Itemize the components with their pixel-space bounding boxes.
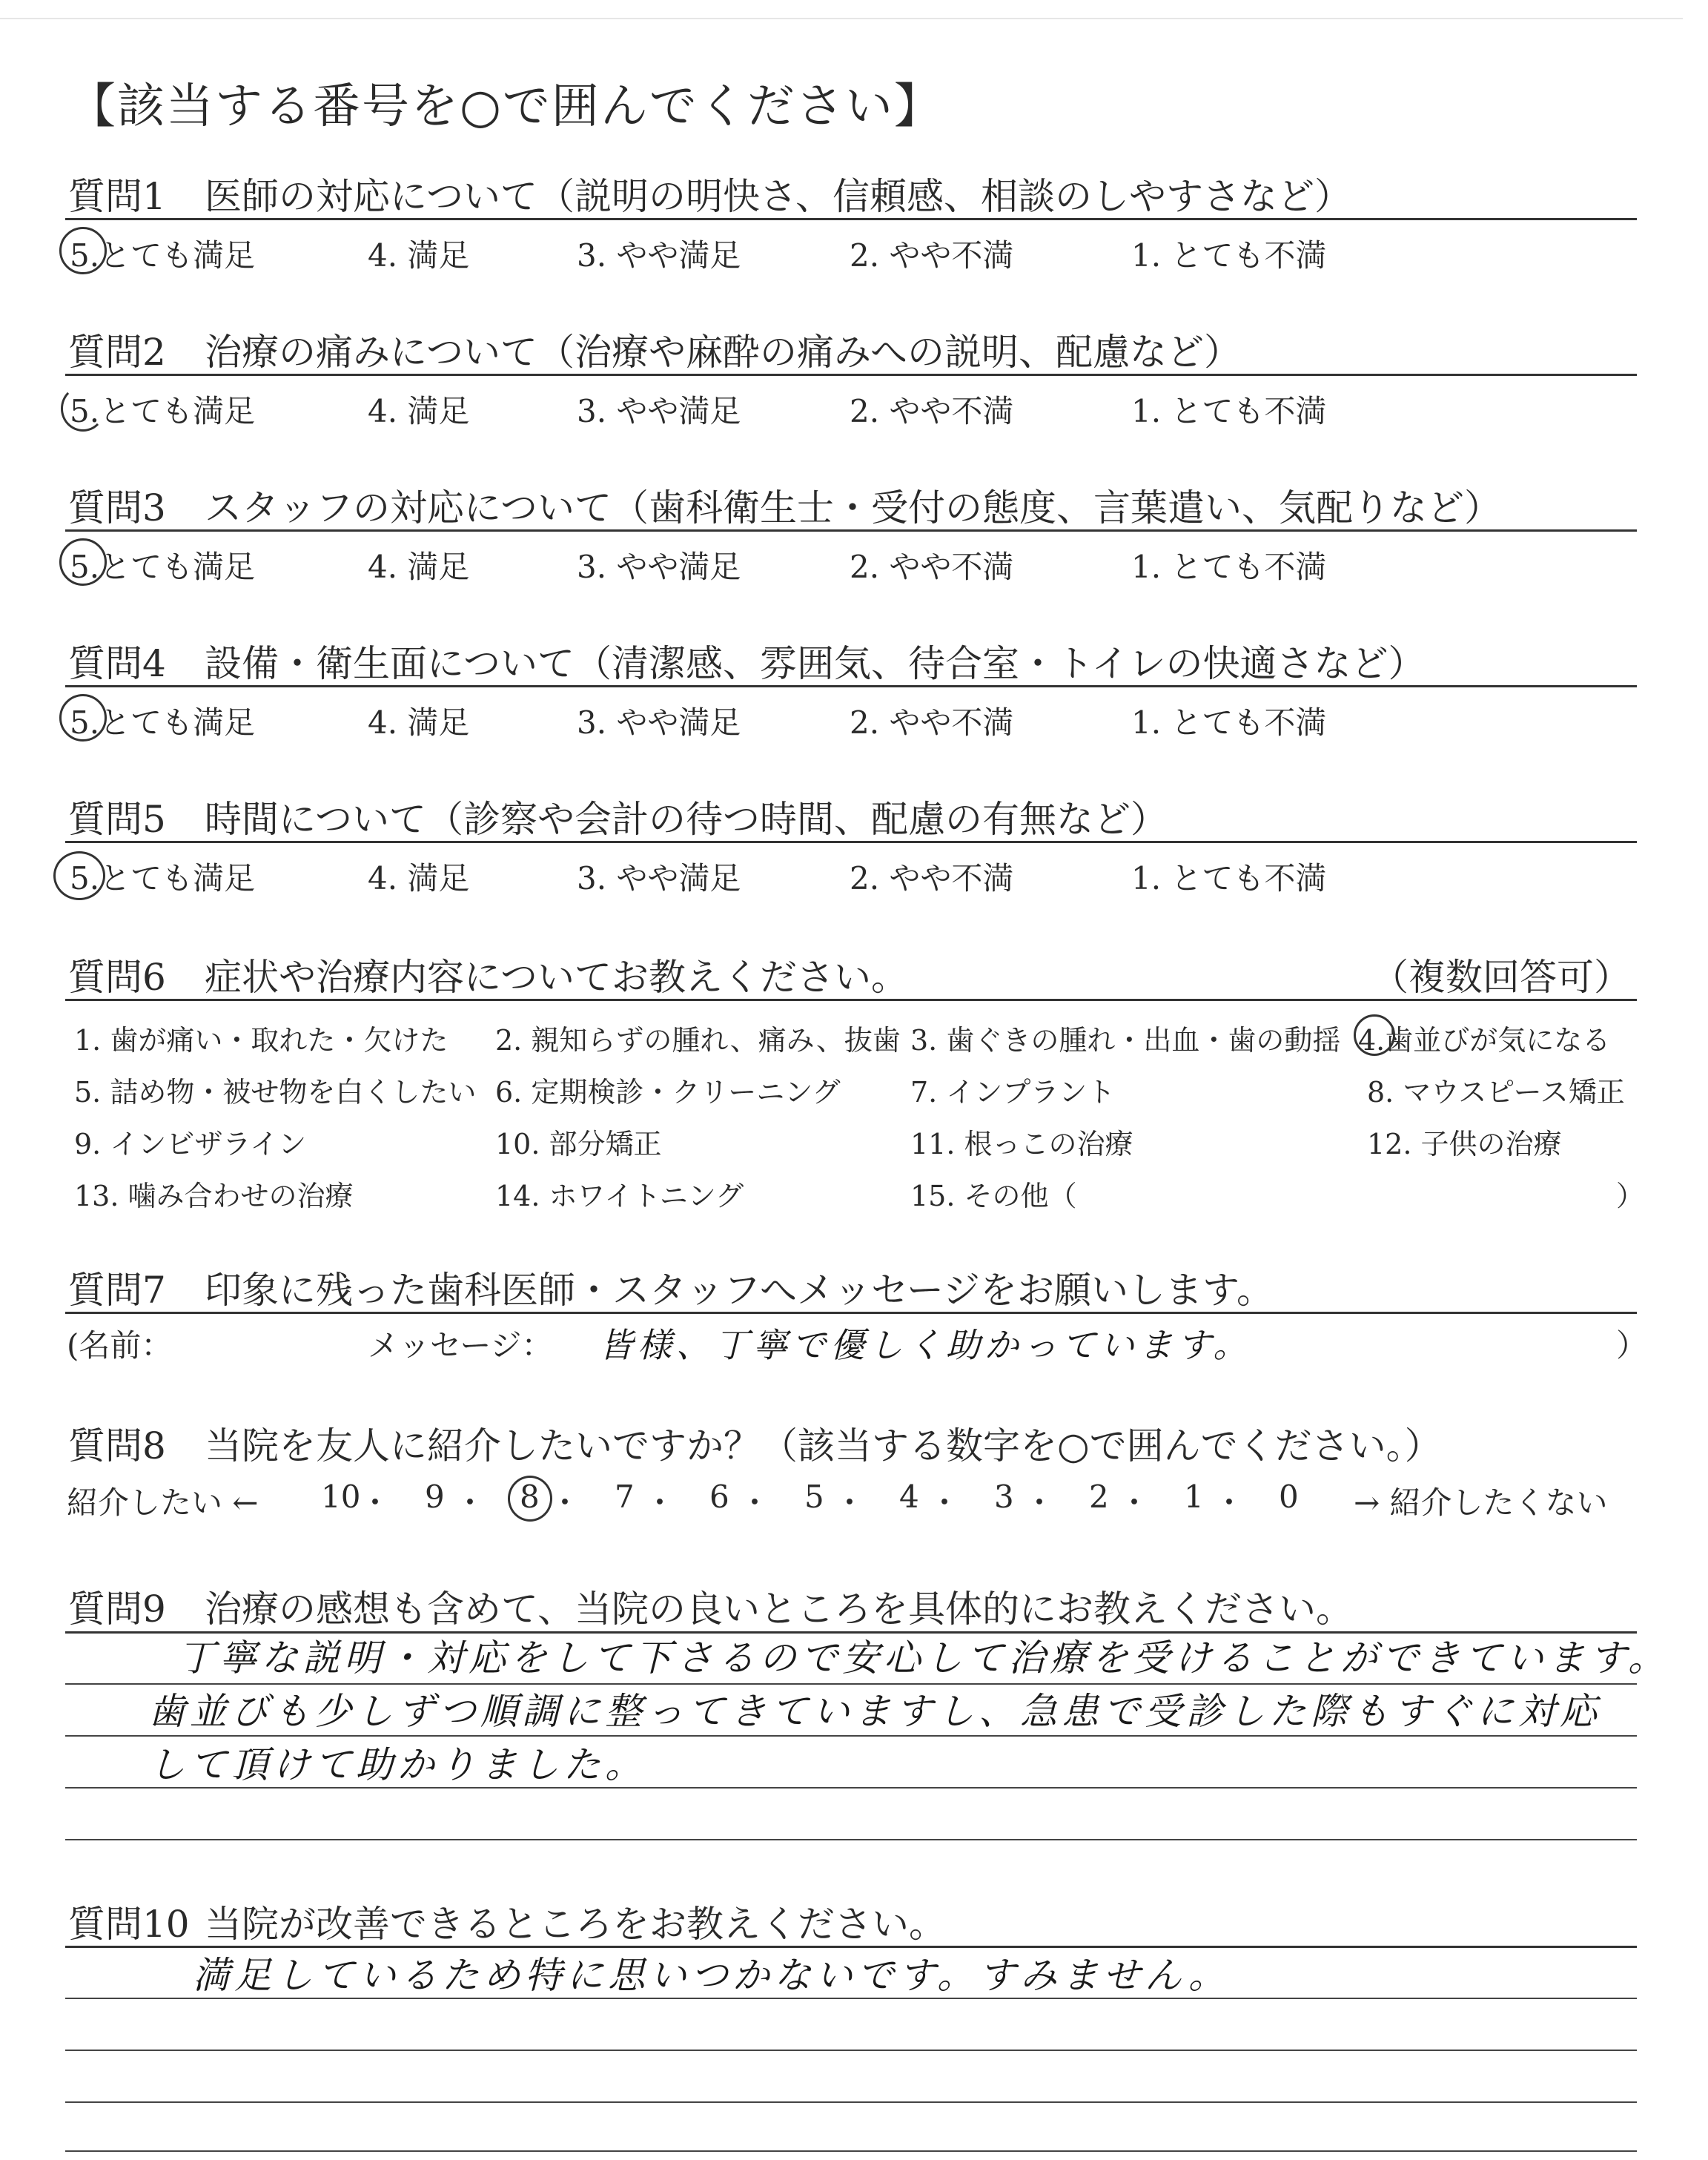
scale-separator: ・: [360, 1484, 391, 1521]
rating-option-3[interactable]: 3. やや満足: [577, 549, 741, 585]
question-9: [68, 1579, 1353, 1633]
scale-separator: ・: [1024, 1484, 1056, 1521]
question-number: 質問9: [68, 1588, 166, 1631]
question-text: 症状や治療内容についてお教えください。: [205, 956, 908, 999]
rating-option-4[interactable]: 4. 満足: [368, 549, 470, 585]
divider: [65, 218, 1637, 220]
symptom-option-4[interactable]: 4.歯並びが気になる: [1358, 1024, 1611, 1057]
symptom-option-5[interactable]: 5. 詰め物・被せ物を白くしたい: [74, 1076, 477, 1109]
divider: [65, 841, 1637, 843]
scale-number-4[interactable]: 4: [899, 1479, 919, 1515]
answer-line: [65, 1839, 1637, 1840]
question-7: [68, 1261, 1274, 1314]
message-close-paren: ）: [1616, 1327, 1648, 1364]
improvement-answer[interactable]: 満足しているため特に思いつかないです。すみません。: [193, 1954, 1230, 1997]
symptom-option-6[interactable]: 6. 定期検診・クリーニング: [495, 1076, 841, 1109]
rating-option-4[interactable]: 4. 満足: [368, 393, 470, 429]
symptom-option-1[interactable]: 1. 歯が痛い・取れた・欠けた: [74, 1024, 448, 1057]
divider: [65, 529, 1637, 532]
answer-line: [65, 2050, 1637, 2051]
rating-option-2[interactable]: 2. やや不満: [850, 860, 1014, 896]
scale-separator: ・: [739, 1484, 771, 1521]
divider: [65, 1312, 1637, 1314]
selection-circle: [53, 851, 105, 900]
question-text: スタッフの対応について（歯科衛生士・受付の態度、言葉遣い、気配りなど）: [205, 486, 1501, 529]
question-text: 医師の対応について（説明の明快さ、信頼感、相談のしやすさなど）: [205, 175, 1351, 218]
divider: [65, 685, 1637, 687]
question-text: 印象に残った歯科医師・スタッフへメッセージをお願いします。: [205, 1269, 1274, 1312]
question-number: 質問4: [68, 642, 166, 685]
question-number: 質問8: [68, 1424, 166, 1467]
other-close-paren: ）: [1616, 1180, 1645, 1212]
rating-option-3[interactable]: 3. やや満足: [577, 860, 741, 896]
good-points-answer-line-2[interactable]: 歯並びも少しずつ順調に整ってきていますし、急患で受診した際もすぐに対応: [148, 1690, 1601, 1733]
message-label: メッセージ：: [368, 1327, 553, 1364]
selection-circle: [59, 694, 107, 742]
scale-number-1[interactable]: 1: [1184, 1479, 1204, 1515]
scale-right-label: → 紹介したくない: [1354, 1484, 1608, 1521]
question-number: 質問7: [68, 1269, 166, 1312]
scale-number-5[interactable]: 5: [804, 1479, 824, 1515]
scale-number-6[interactable]: 6: [709, 1479, 729, 1515]
symptom-option-14[interactable]: 14. ホワイトニング: [495, 1180, 744, 1212]
question-text: 治療の感想も含めて、当院の良いところを具体的にお教えください。: [205, 1588, 1353, 1631]
rating-option-5[interactable]: 5.とても満足: [70, 704, 256, 741]
scale-number-8[interactable]: 8: [520, 1479, 540, 1515]
rating-option-2[interactable]: 2. やや不満: [850, 704, 1014, 741]
selection-circle: [59, 538, 107, 586]
rating-option-3[interactable]: 3. やや満足: [577, 237, 741, 274]
name-label: (名前：: [67, 1327, 173, 1364]
scale-separator: ・: [929, 1484, 961, 1521]
symptom-option-9[interactable]: 9. インビザライン: [74, 1128, 307, 1160]
divider: [65, 999, 1637, 1001]
question-3: [68, 478, 1501, 532]
question-text: 当院が改善できるところをお教えください。: [205, 1903, 946, 1946]
symptom-option-10[interactable]: 10. 部分矯正: [495, 1128, 662, 1160]
symptom-option-8[interactable]: 8. マウスピース矯正: [1367, 1076, 1625, 1109]
question-2: [68, 323, 1241, 376]
symptom-option-12[interactable]: 12. 子供の治療: [1367, 1128, 1562, 1160]
scale-separator: ・: [644, 1484, 676, 1521]
selection-circle: [59, 227, 107, 274]
question-4: [68, 634, 1426, 687]
scale-number-7[interactable]: 7: [615, 1479, 635, 1515]
question-10: [68, 1895, 946, 1948]
question-text: 治療の痛みについて（治療や麻酔の痛みへの説明、配慮など）: [205, 331, 1241, 374]
question-number: 質問6: [68, 956, 166, 999]
scale-separator: ・: [549, 1484, 581, 1521]
symptom-option-7[interactable]: 7. インプラント: [910, 1076, 1116, 1109]
scan-top-edge: [0, 18, 1683, 19]
selection-circle: [508, 1476, 552, 1522]
good-points-answer-line-1[interactable]: 丁寧な説明・対応をして下さるので安心して治療を受けることができています。: [178, 1636, 1669, 1680]
selection-circle: [1354, 1014, 1395, 1056]
rating-option-1[interactable]: 1. とても不満: [1131, 393, 1327, 429]
question-number: 質問10: [68, 1903, 190, 1946]
rating-option-1[interactable]: 1. とても不満: [1131, 704, 1327, 741]
rating-option-2[interactable]: 2. やや不満: [850, 549, 1014, 585]
rating-option-3[interactable]: 3. やや満足: [577, 393, 741, 429]
answer-line: [65, 2150, 1637, 2152]
scale-separator: ・: [1214, 1484, 1245, 1521]
message-field[interactable]: 皆様、丁寧で優しく助かっています。: [599, 1325, 1252, 1365]
scale-number-10[interactable]: 10: [321, 1479, 361, 1515]
question-number: 質問2: [68, 331, 166, 374]
selection-circle: [61, 386, 105, 432]
scale-left-label: 紹介したい ←: [67, 1484, 259, 1521]
scale-number-0[interactable]: 0: [1279, 1479, 1299, 1515]
rating-option-1[interactable]: 1. とても不満: [1131, 549, 1327, 585]
symptom-option-3[interactable]: 3. 歯ぐきの腫れ・出血・歯の動揺: [910, 1024, 1341, 1057]
rating-option-3[interactable]: 3. やや満足: [577, 704, 741, 741]
rating-option-5[interactable]: 5.とても満足: [70, 393, 256, 429]
question-number: 質問3: [68, 486, 166, 529]
symptom-option-13[interactable]: 13. 噛み合わせの治療: [74, 1180, 354, 1212]
question-number: 質問5: [68, 798, 166, 841]
question-text: 時間について（診察や会計の待つ時間、配慮の有無など）: [205, 798, 1168, 841]
scale-number-3[interactable]: 3: [994, 1479, 1014, 1515]
rating-option-2[interactable]: 2. やや不満: [850, 393, 1014, 429]
answer-line: [65, 2101, 1637, 2103]
rating-option-4[interactable]: 4. 満足: [368, 237, 470, 274]
rating-option-5[interactable]: 5.とても満足: [70, 237, 256, 274]
question-5: [68, 790, 1168, 843]
scale-separator: ・: [834, 1484, 866, 1521]
question-1: [68, 167, 1351, 220]
question-text: 設備・衛生面について（清潔感、雰囲気、待合室・トイレの快適さなど）: [205, 642, 1426, 685]
question-6: [68, 948, 908, 1001]
divider: [65, 374, 1637, 376]
scale-number-2[interactable]: 2: [1089, 1479, 1109, 1515]
rating-option-5[interactable]: 5.とても満足: [70, 860, 256, 896]
good-points-answer-line-3[interactable]: して頂けて助かりました。: [148, 1743, 646, 1786]
question-text: 当院を友人に紹介したいですか？（該当する数字を○で囲んでください。）: [205, 1424, 1442, 1467]
form-title: 【該当する番号を○で囲んでください】: [68, 79, 943, 134]
rating-option-1[interactable]: 1. とても不満: [1131, 860, 1327, 896]
multiple-answer-note: （複数回答可）: [1371, 956, 1631, 999]
scale-separator: ・: [1119, 1484, 1151, 1521]
rating-option-1[interactable]: 1. とても不満: [1131, 237, 1327, 274]
rating-option-4[interactable]: 4. 満足: [368, 704, 470, 741]
scale-separator: ・: [454, 1484, 486, 1521]
rating-option-2[interactable]: 2. やや不満: [850, 237, 1014, 274]
symptom-option-15[interactable]: 15. その他（: [910, 1180, 1077, 1212]
rating-option-4[interactable]: 4. 満足: [368, 860, 470, 896]
question-number: 質問1: [68, 175, 166, 218]
symptom-option-2[interactable]: 2. 親知らずの腫れ、痛み、抜歯: [495, 1024, 901, 1057]
rating-option-5[interactable]: 5.とても満足: [70, 549, 256, 585]
question-8: [68, 1416, 1442, 1470]
scale-number-9[interactable]: 9: [425, 1479, 445, 1515]
symptom-option-11[interactable]: 11. 根っこの治療: [910, 1128, 1133, 1160]
